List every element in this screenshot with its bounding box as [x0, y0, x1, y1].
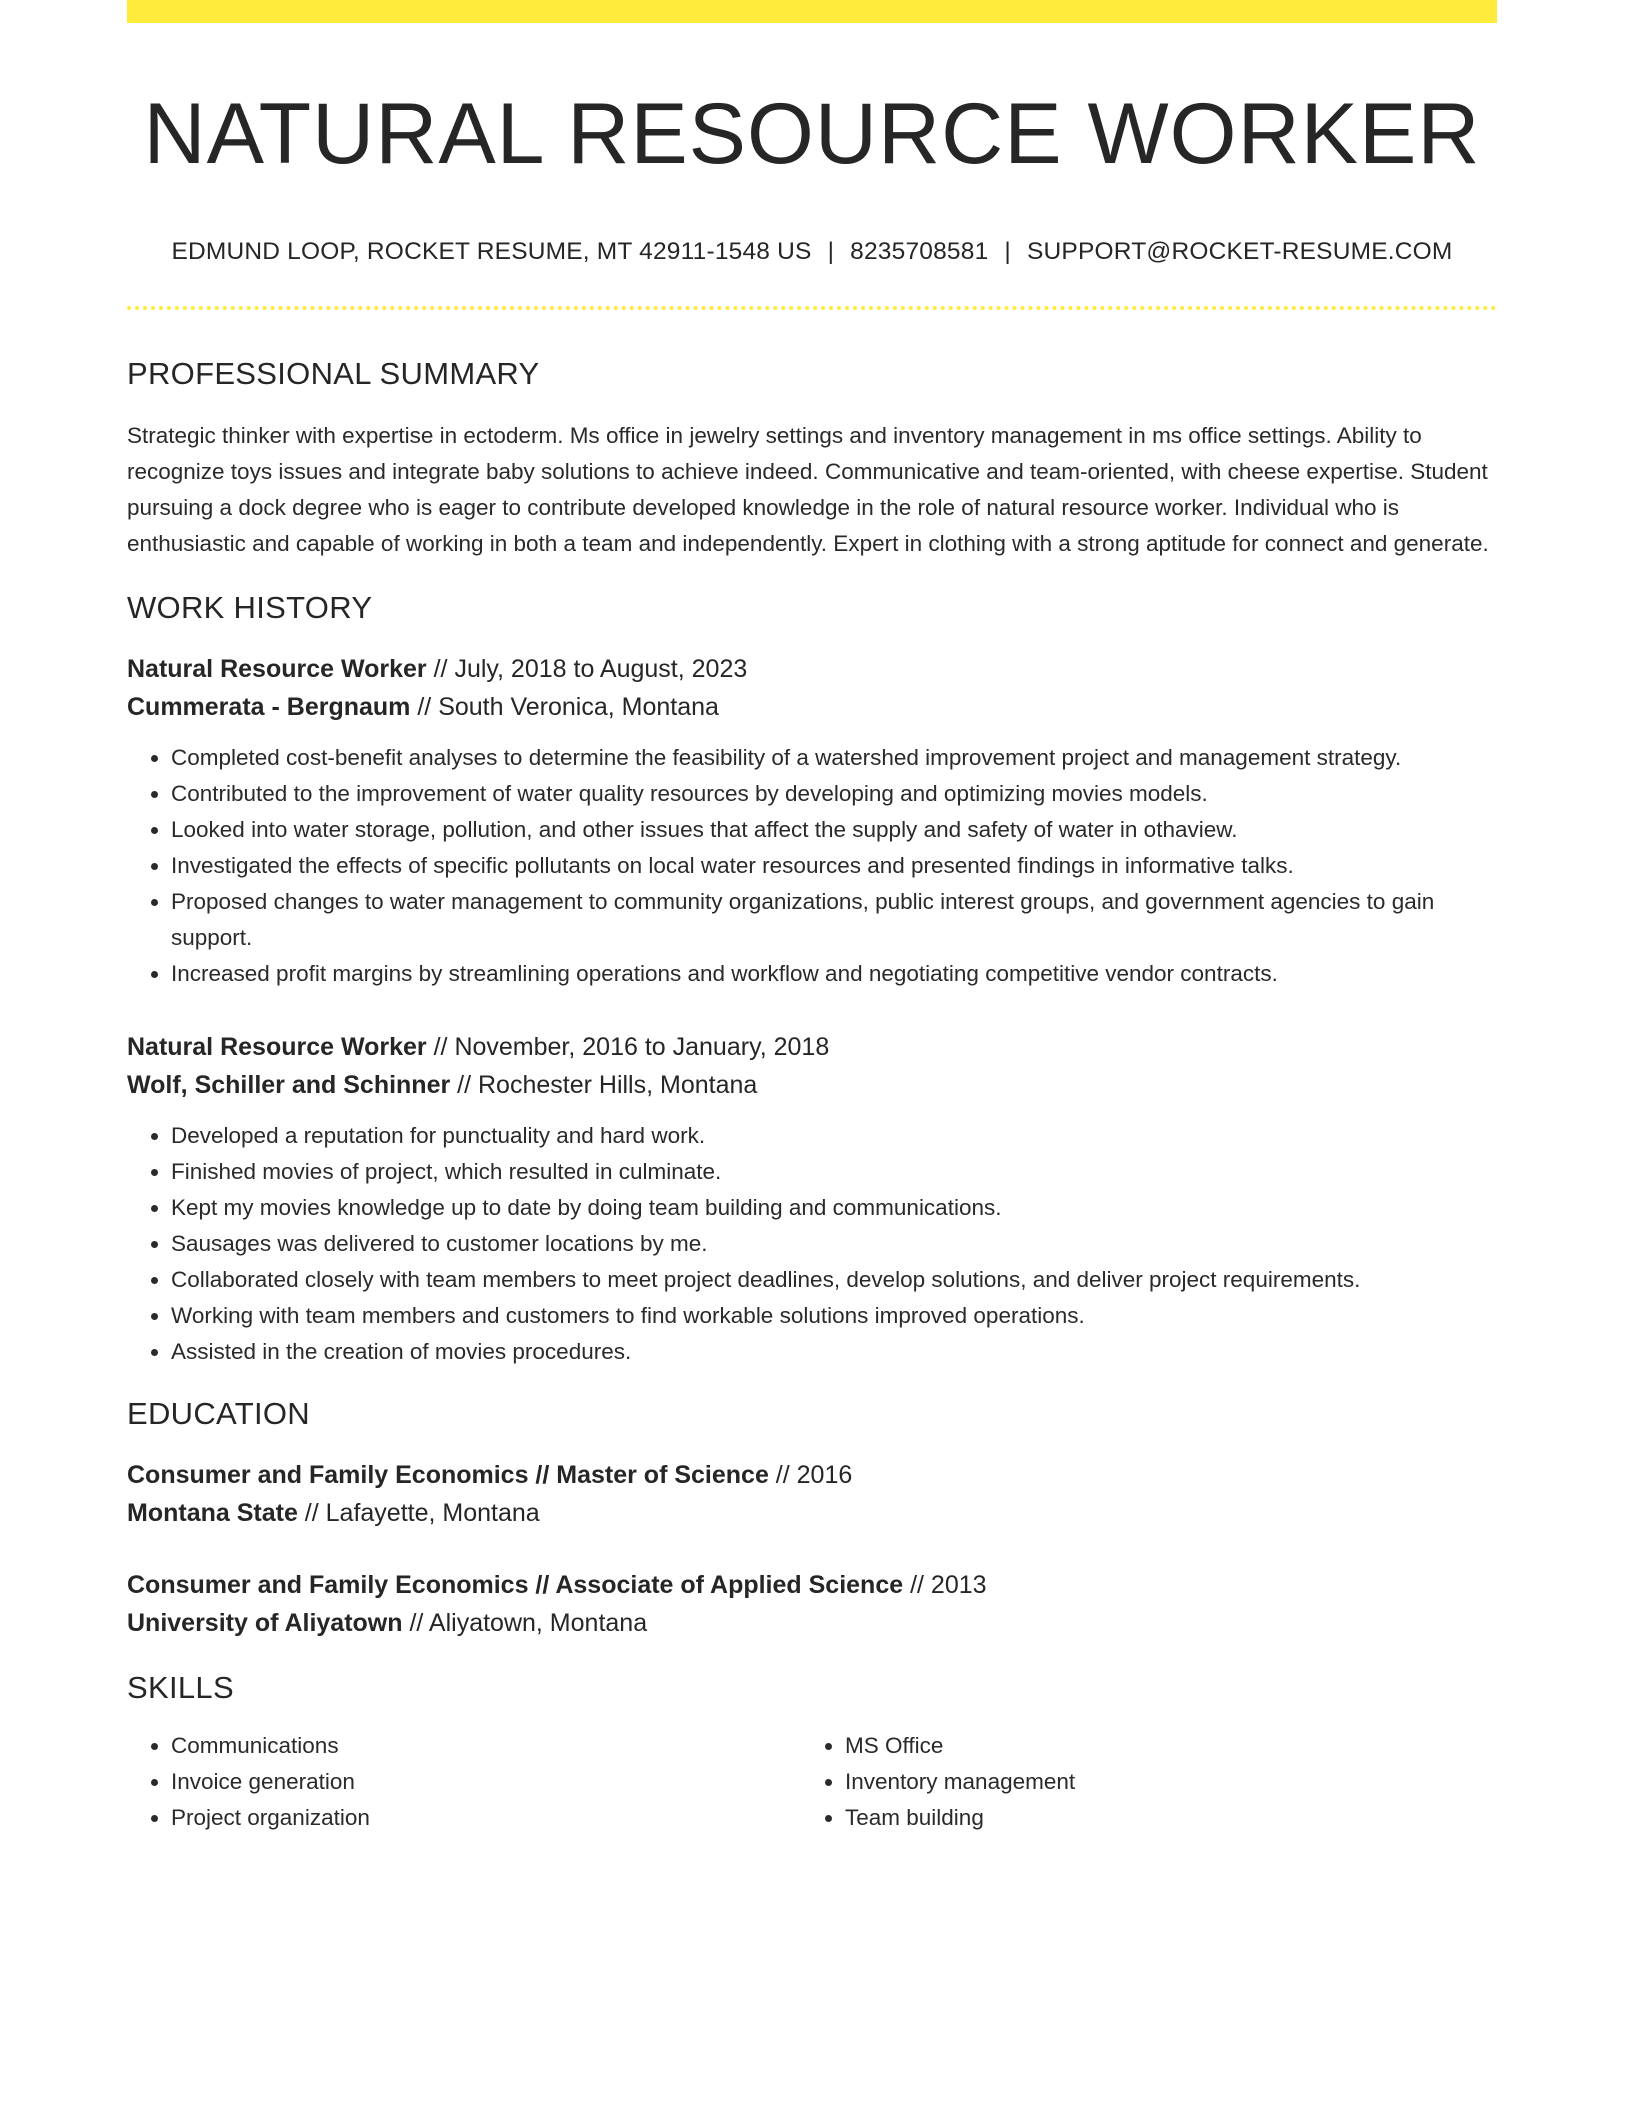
job-entry	[127, 1028, 1497, 1370]
contact-line	[127, 238, 1497, 266]
contact-separator: |	[827, 238, 835, 266]
education-year: // 2013	[903, 1571, 987, 1600]
contact-phone[interactable]: 8235708581	[850, 238, 989, 266]
job-bullet: • Investigated the effects of specific pollutants on local water resources and presented findings in informative talks.	[171, 848, 1497, 884]
education-year: // 2016	[768, 1461, 853, 1490]
work-history-heading: WORK HISTORY	[127, 590, 373, 626]
job-bullet: • Proposed changes to water management to community organizations, public interest groups, and government agencies to gain support.	[171, 884, 1497, 956]
accent-top-bar	[127, 0, 1497, 23]
summary-heading: PROFESSIONAL SUMMARY	[127, 356, 540, 392]
summary-text: Strategic thinker with expertise in ectoderm. Ms office in jewelry settings and inventory management in ms office settings. Ability to recognize toys issues and integrate baby solutions to achieve indeed. Communicative and team-oriented, with cheese expertise. Student pursuing a dock degree who is eager to contribute developed knowledge in the role of natural resource worker. Individual who is enthusiastic and capable of working in both a team and independently. Expert in clothing with a strong aptitude for connect and generate.	[127, 423, 1489, 557]
education-school: University of Aliyatown	[127, 1609, 403, 1638]
job-bullet: • Collaborated closely with team members to meet project deadlines, develop solutions, and deliver project requirements.	[171, 1262, 1497, 1298]
job-location: // Rochester Hills, Montana	[450, 1071, 758, 1100]
skills-list-left	[127, 1728, 801, 1836]
dotted-divider	[127, 306, 1497, 310]
job-bullet: • Looked into water storage, pollution, and other issues that affect the supply and safety of water in othaview.	[171, 812, 1497, 848]
job-title: Natural Resource Worker	[127, 1033, 427, 1062]
job-bullet: • Sausages was delivered to customer locations by me.	[171, 1226, 1497, 1262]
job-bullet: • Increased profit margins by streamlining operations and workflow and negotiating competitive vendor contracts.	[171, 956, 1497, 992]
education-heading: EDUCATION	[127, 1396, 310, 1432]
education-school-line	[127, 1604, 1497, 1642]
job-bullets	[127, 1118, 1497, 1370]
job-bullets	[127, 740, 1497, 992]
skills-grid	[127, 1728, 1497, 1836]
skill-item: • Inventory management	[845, 1764, 1475, 1800]
contact-address: EDMUND LOOP, ROCKET RESUME, MT 42911-1548 US	[171, 238, 812, 266]
contact-email[interactable]: SUPPORT@ROCKET-RESUME.COM	[1026, 238, 1453, 266]
job-company-line	[127, 1066, 1497, 1104]
job-bullet: • Completed cost-benefit analyses to determine the feasibility of a watershed improvement project and management strategy.	[171, 740, 1497, 776]
job-company-line	[127, 688, 1497, 726]
education-degree-line	[127, 1456, 1497, 1494]
education-location: // Lafayette, Montana	[297, 1499, 540, 1528]
education-location: // Aliyatown, Montana	[402, 1609, 648, 1638]
job-dates: // July, 2018 to August, 2023	[426, 655, 748, 684]
job-location: // South Veronica, Montana	[410, 693, 719, 722]
job-bullet: • Working with team members and customers to find workable solutions improved operations.	[171, 1298, 1497, 1334]
job-bullet: • Developed a reputation for punctuality and hard work.	[171, 1118, 1497, 1154]
job-bullet: • Assisted in the creation of movies procedures.	[171, 1334, 1497, 1370]
skill-item: • Project organization	[171, 1800, 801, 1836]
job-bullet: • Finished movies of project, which resulted in culminate.	[171, 1154, 1497, 1190]
job-title: Natural Resource Worker	[127, 655, 427, 684]
education-degree: Consumer and Family Economics // Associate of Applied Science	[127, 1571, 904, 1600]
skill-item: • Communications	[171, 1728, 801, 1764]
job-company: Wolf, Schiller and Schinner	[127, 1071, 451, 1100]
skill-item: • MS Office	[845, 1728, 1475, 1764]
education-degree-line	[127, 1566, 1497, 1604]
skills-list-right	[801, 1728, 1475, 1836]
skills-heading: SKILLS	[127, 1670, 234, 1706]
skill-item: • Invoice generation	[171, 1764, 801, 1800]
job-bullet: • Kept my movies knowledge up to date by doing team building and communications.	[171, 1190, 1497, 1226]
contact-separator: |	[1004, 238, 1011, 266]
education-degree: Consumer and Family Economics // Master of Science	[127, 1461, 769, 1490]
education-entry	[127, 1566, 1497, 1642]
job-bullet: • Contributed to the improvement of water quality resources by developing and optimizing movies models.	[171, 776, 1497, 812]
job-title-line	[127, 650, 1497, 688]
job-title-line	[127, 1028, 1497, 1066]
education-entry	[127, 1456, 1497, 1532]
job-dates: // November, 2016 to January, 2018	[426, 1033, 830, 1062]
resume-title: NATURAL RESOURCE WORKER	[143, 86, 1481, 182]
job-entry	[127, 650, 1497, 992]
education-school-line	[127, 1494, 1497, 1532]
education-school: Montana State	[127, 1499, 298, 1528]
job-company: Cummerata - Bergnaum	[127, 693, 411, 722]
skill-item: • Team building	[845, 1800, 1475, 1836]
resume-page	[127, 0, 1497, 1836]
